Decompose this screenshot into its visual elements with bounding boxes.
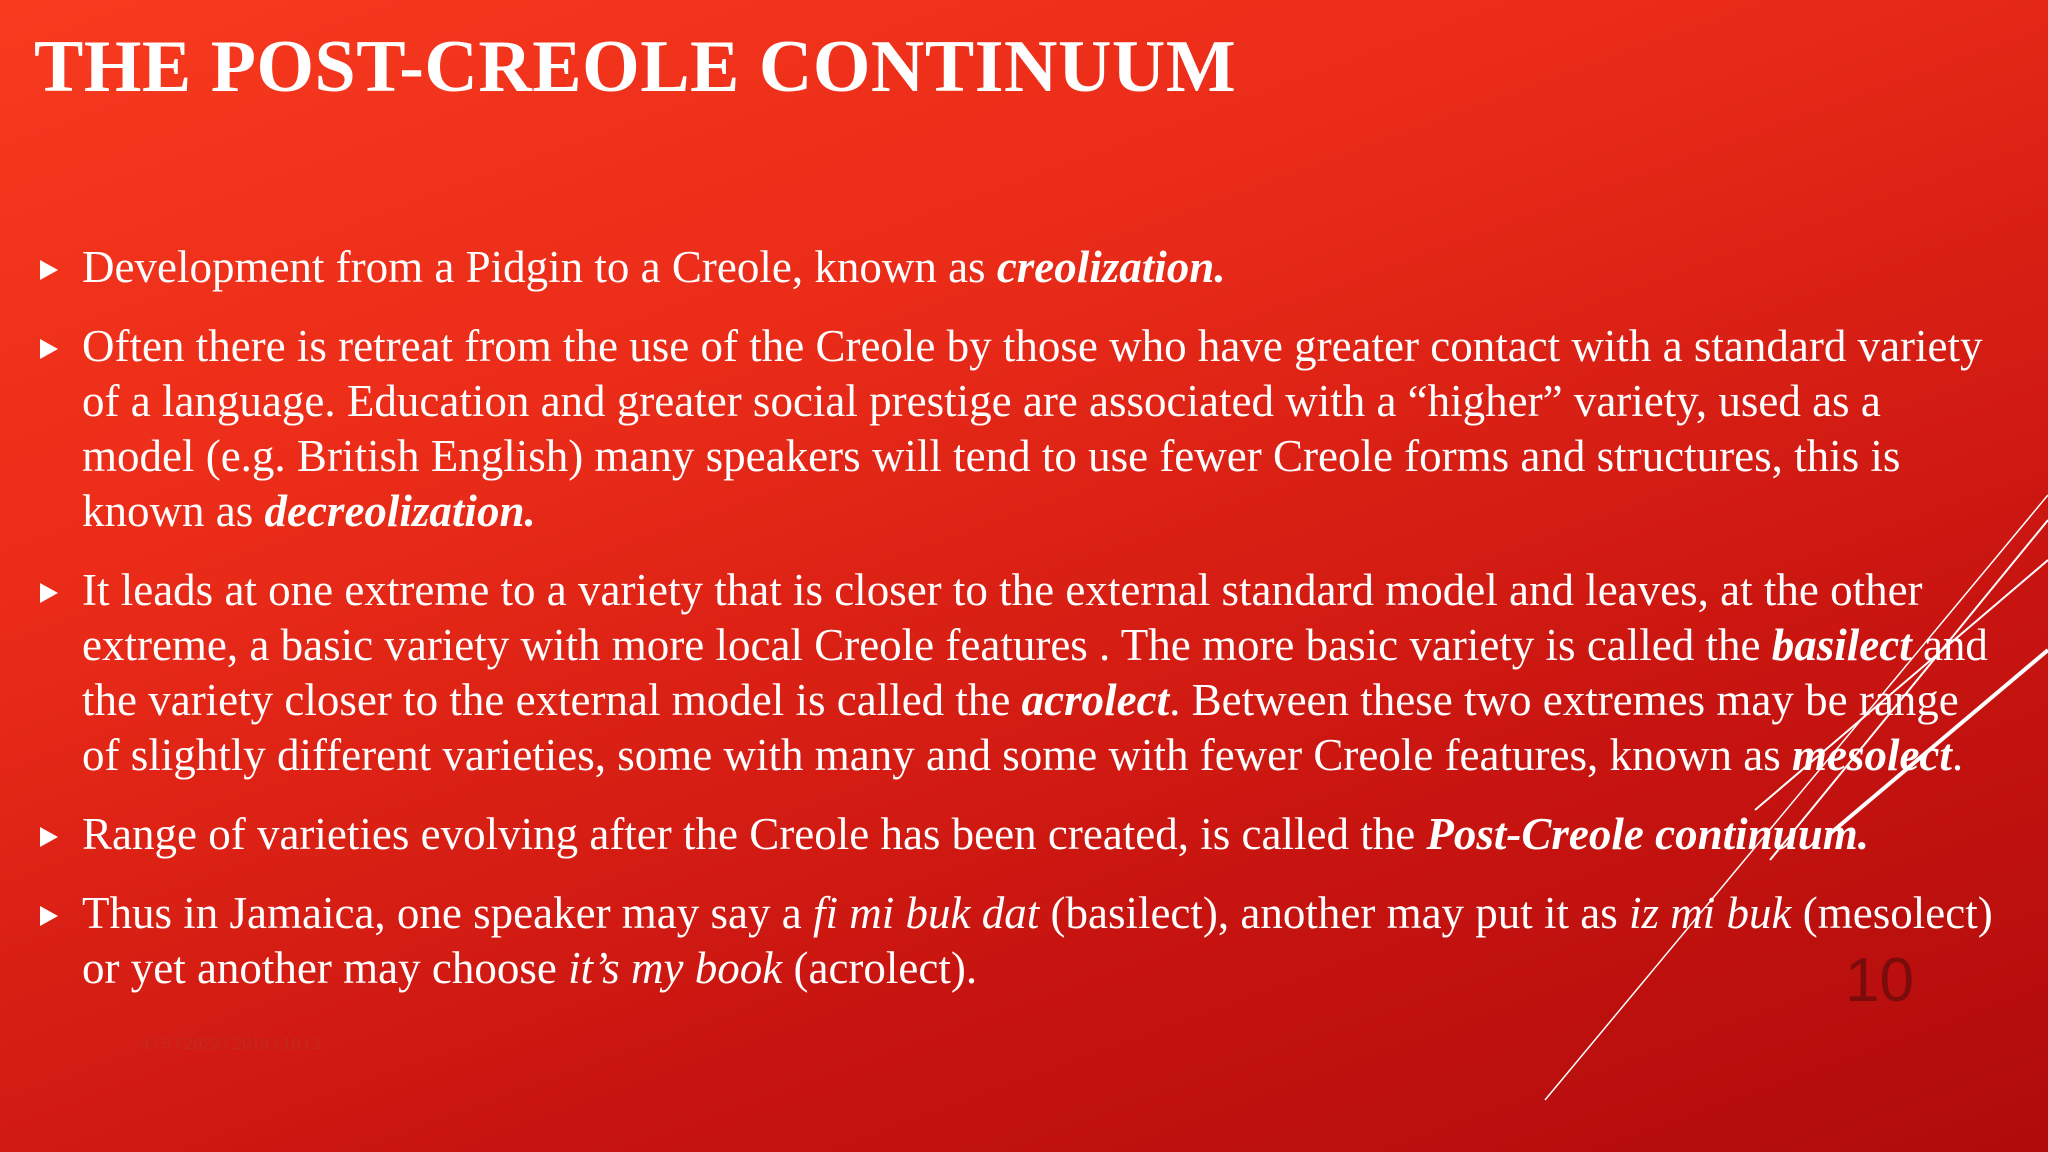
triangle-bullet-icon [40,583,58,603]
bullet-text: (mesolect) or yet another may choose [82,888,1993,993]
footer-date: 3 / 5 / 2023 / 2018 / 10 / 1 [140,1036,323,1053]
bullet-item-jamaica-example [40,886,2000,996]
bullet-list [40,240,2000,1020]
example-acrolect: it’s my book [568,943,783,993]
term-post-creole-continuum: Post-Creole continuum. [1426,809,1869,859]
term-creolization: creolization. [996,242,1226,292]
bullet-text: Range of varieties evolving after the Creole has been created, is called the [82,809,1427,859]
bullet-text: Thus in Jamaica, one speaker may say a [82,888,813,938]
term-decreolization: decreolization. [264,486,536,536]
triangle-bullet-icon [40,827,58,847]
bullet-text: (basilect), another may put it as [1039,888,1630,938]
triangle-bullet-icon [40,260,58,280]
term-mesolect: mesolect [1791,730,1952,780]
slide-number: 10 [1845,946,1914,1015]
term-basilect: basilect [1771,620,1912,670]
bullet-text: and the variety closer to the external model is called the [82,620,1988,725]
bullet-item-decreolization [40,319,2000,539]
example-basilect: fi mi buk dat [813,888,1040,938]
triangle-bullet-icon [40,339,58,359]
bullet-text: Development from a Pidgin to a Creole, known as [82,242,997,292]
bullet-text: It leads at one extreme to a variety that is closer to the external standard model and leaves, at the other extreme, a basic variety with more local Creole features . The more basic variety is called the [82,565,1923,670]
bullet-text: Often there is retreat from the use of the Creole by those who have greater contact with a standard variety of a language. Education and greater social prestige are associated with a “higher” variety, used as a model (e.g. British English) many speakers will tend to use fewer Creole forms and structures, this is known as [82,321,1983,536]
triangle-bullet-icon [40,906,58,926]
bullet-text: . Between these two extremes may be range of slightly different varieties, some with many and some with fewer Creole features, known as [82,675,1959,780]
bullet-item-creolization [40,240,2000,295]
slide-title: THE POST-CREOLE CONTINUUM [34,26,1237,108]
bullet-text: (acrolect). [782,943,978,993]
bullet-item-lects [40,563,2000,783]
bullet-text: . [1951,730,1964,780]
term-acrolect: acrolect [1021,675,1170,725]
example-mesolect: iz mi buk [1629,888,1792,938]
bullet-item-post-creole [40,807,2000,862]
